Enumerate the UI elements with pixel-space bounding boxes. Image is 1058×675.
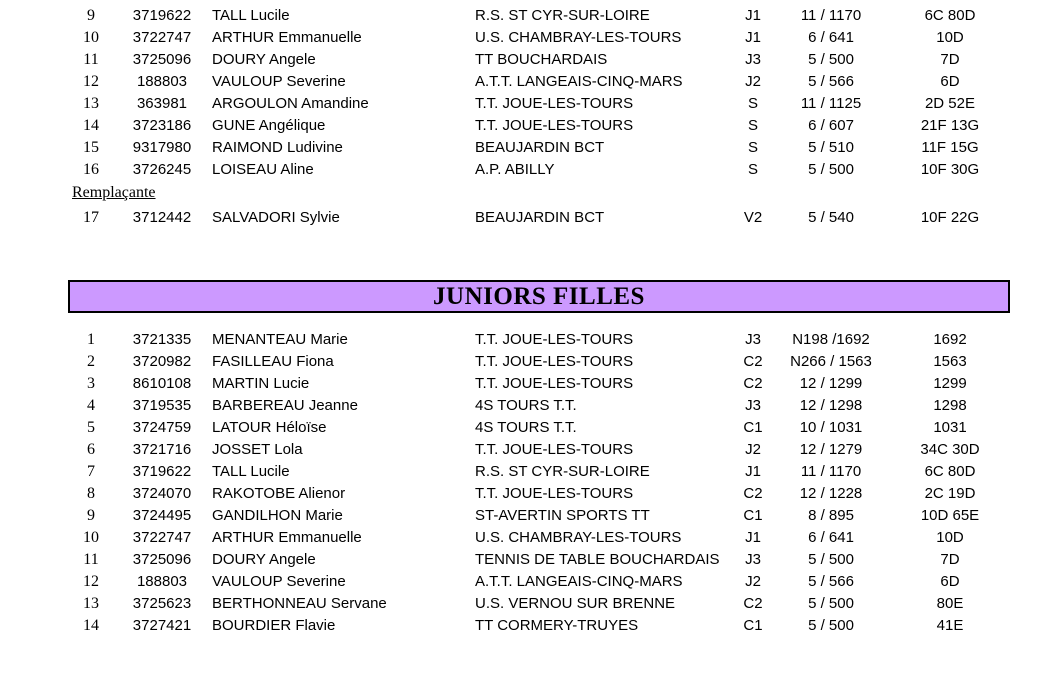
rank-number: 10 [83,529,99,546]
license-number: 8610108 [132,375,192,392]
rank-number: 7 [87,463,95,480]
player-name: RAIMOND Ludivine [212,139,343,156]
result: 1692 [933,331,967,348]
result: 10D 65E [920,507,980,524]
points: 5 / 510 [808,139,854,156]
player-name: FASILLEAU Fiona [212,353,334,370]
license-number: 188803 [136,73,188,90]
category: J3 [745,551,761,568]
points: 5 / 566 [808,73,854,90]
points: 6 / 641 [808,529,854,546]
category: C1 [743,419,763,436]
result: 10F 22G [920,209,980,226]
license-number: 3719622 [132,7,192,24]
club-name: T.T. JOUE-LES-TOURS [475,441,634,458]
table-row [0,5,1058,27]
table-row [0,93,1058,115]
player-name: BERTHONNEAU Servane [212,595,387,612]
points: 5 / 500 [808,551,854,568]
license-number: 3712442 [132,209,192,226]
license-number: 3726245 [132,161,192,178]
result: 1298 [933,397,967,414]
club-name: U.S. CHAMBRAY-LES-TOURS [475,529,682,546]
table-row [0,115,1058,137]
result: 21F 13G [920,117,980,134]
player-name: LOISEAU Aline [212,161,314,178]
rank-number: 8 [87,485,95,502]
player-name: RAKOTOBE Alienor [212,485,346,502]
license-number: 3722747 [132,29,192,46]
category: C1 [743,617,763,634]
player-name: LATOUR Héloïse [212,419,327,436]
category: J3 [745,331,761,348]
points: 5 / 500 [808,161,854,178]
table-row [0,49,1058,71]
table-row [0,159,1058,181]
rank-number: 2 [87,353,95,370]
club-name: A.T.T. LANGEAIS-CINQ-MARS [475,73,683,90]
result: 10D [936,529,964,546]
table-row [0,395,1058,417]
replacement-row [0,207,1058,229]
result: 80E [936,595,964,612]
rank-number: 4 [87,397,95,414]
category: S [747,117,758,134]
rank-number: 12 [83,573,99,590]
category: J1 [745,7,761,24]
license-number: 3719622 [132,463,192,480]
license-number: 3725096 [132,51,192,68]
category: J2 [745,573,761,590]
rank-number: 3 [87,375,95,392]
result: 1031 [933,419,967,436]
category: J1 [745,29,761,46]
club-name: R.S. ST CYR-SUR-LOIRE [475,7,650,24]
club-name: TENNIS DE TABLE BOUCHARDAIS [475,551,720,568]
club-name: T.T. JOUE-LES-TOURS [475,485,634,502]
club-name: TT CORMERY-TRUYES [475,617,639,634]
category: J3 [745,51,761,68]
points: 10 / 1031 [799,419,863,436]
table-row [0,505,1058,527]
result: 6C 80D [924,463,976,480]
result: 7D [940,51,960,68]
points: N266 / 1563 [790,353,872,370]
club-name: 4S TOURS T.T. [475,419,577,436]
rank-number: 6 [87,441,95,458]
points: 6 / 607 [808,117,854,134]
player-name: BARBEREAU Jeanne [212,397,358,414]
result: 2C 19D [924,485,976,502]
license-number: 3721335 [132,331,192,348]
player-name: ARGOULON Amandine [212,95,369,112]
category: S [747,139,758,156]
points: 11 / 1125 [800,95,862,112]
result: 2D 52E [924,95,976,112]
license-number: 3722747 [132,529,192,546]
table-row [0,549,1058,571]
rank-number: 5 [87,419,95,436]
result: 6D [940,73,960,90]
table-row [0,461,1058,483]
table-row [0,27,1058,49]
rank-number: 12 [83,73,99,90]
club-name: T.T. JOUE-LES-TOURS [475,331,634,348]
rank-number: 9 [87,7,95,24]
table-row [0,593,1058,615]
license-number: 3719535 [132,397,192,414]
points: 11 / 1170 [800,7,862,24]
rank-number: 10 [83,29,99,46]
result: 7D [940,551,960,568]
table-row [0,527,1058,549]
rank-number: 13 [83,595,99,612]
club-name: ST-AVERTIN SPORTS TT [475,507,650,524]
rank-number: 17 [83,209,99,226]
table-row [0,483,1058,505]
player-name: DOURY Angele [212,51,316,68]
club-name: BEAUJARDIN BCT [475,139,605,156]
club-name: 4S TOURS T.T. [475,397,577,414]
license-number: 3724070 [132,485,192,502]
category: J2 [745,73,761,90]
result: 10D [936,29,964,46]
club-name: U.S. VERNOU SUR BRENNE [475,595,676,612]
rank-number: 13 [83,95,99,112]
table-row [0,71,1058,93]
rank-number: 11 [83,551,99,568]
license-number: 3724759 [132,419,192,436]
table-row [0,329,1058,351]
license-number: 3727421 [132,617,192,634]
points: 5 / 566 [808,573,854,590]
license-number: 363981 [136,95,188,112]
player-name: BOURDIER Flavie [212,617,336,634]
category: J1 [745,463,761,480]
category: V2 [743,209,763,226]
table-row [0,417,1058,439]
club-name: T.T. JOUE-LES-TOURS [475,353,634,370]
rank-number: 14 [83,117,99,134]
table-row [0,137,1058,159]
club-name: T.T. JOUE-LES-TOURS [475,117,634,134]
player-name: SALVADORI Sylvie [212,209,340,226]
table-row [0,373,1058,395]
result: 11F 15G [921,139,979,156]
club-name: A.P. ABILLY [475,161,555,178]
player-name: VAULOUP Severine [212,573,346,590]
points: 5 / 500 [808,617,854,634]
player-name: GANDILHON Marie [212,507,343,524]
points: N198 /1692 [792,331,870,348]
points: 6 / 641 [808,29,854,46]
category: C2 [743,353,763,370]
player-name: TALL Lucile [212,463,290,480]
rank-number: 14 [83,617,99,634]
license-number: 3720982 [132,353,192,370]
license-number: 3725096 [132,551,192,568]
license-number: 188803 [136,573,188,590]
player-name: JOSSET Lola [212,441,303,458]
points: 12 / 1228 [799,485,863,502]
rank-number: 11 [83,51,99,68]
club-name: R.S. ST CYR-SUR-LOIRE [475,463,650,480]
license-number: 3724495 [132,507,192,524]
license-number: 3723186 [132,117,192,134]
category: S [747,95,758,112]
points: 5 / 540 [808,209,854,226]
club-name: TT BOUCHARDAIS [475,51,608,68]
club-name: U.S. CHAMBRAY-LES-TOURS [475,29,682,46]
rank-number: 16 [83,161,99,178]
category: C2 [743,485,763,502]
points: 11 / 1170 [800,463,862,480]
category: J1 [745,529,761,546]
player-name: MENANTEAU Marie [212,331,348,348]
player-name: ARTHUR Emmanuelle [212,529,362,546]
club-name: BEAUJARDIN BCT [475,209,605,226]
points: 5 / 500 [808,595,854,612]
replacement-heading: Remplaçante [72,184,156,201]
points: 5 / 500 [808,51,854,68]
section-title: JUNIORS FILLES [433,283,645,310]
points: 12 / 1298 [799,397,863,414]
player-name: TALL Lucile [212,7,290,24]
points: 8 / 895 [808,507,854,524]
license-number: 9317980 [132,139,192,156]
player-name: ARTHUR Emmanuelle [212,29,362,46]
player-name: GUNE Angélique [212,117,326,134]
player-name: VAULOUP Severine [212,73,346,90]
table-row [0,351,1058,373]
category: C2 [743,375,763,392]
club-name: A.T.T. LANGEAIS-CINQ-MARS [475,573,683,590]
points: 12 / 1299 [799,375,863,392]
license-number: 3721716 [132,441,192,458]
table-row [0,571,1058,593]
rank-number: 1 [87,331,95,348]
points: 12 / 1279 [799,441,863,458]
result: 34C 30D [920,441,980,458]
result: 1563 [933,353,967,370]
table-row [0,615,1058,637]
license-number: 3725623 [132,595,192,612]
result: 41E [936,617,964,634]
rank-number: 9 [87,507,95,524]
category: J3 [745,397,761,414]
club-name: T.T. JOUE-LES-TOURS [475,95,634,112]
category: C2 [743,595,763,612]
category: S [747,161,758,178]
result: 6D [940,573,960,590]
category: J2 [745,441,761,458]
result: 1299 [933,375,967,392]
club-name: T.T. JOUE-LES-TOURS [475,375,634,392]
result: 10F 30G [920,161,980,178]
table-row [0,439,1058,461]
category: C1 [743,507,763,524]
section-header-band [68,280,1010,313]
player-name: DOURY Angele [212,551,316,568]
rank-number: 15 [83,139,99,156]
result: 6C 80D [924,7,976,24]
player-name: MARTIN Lucie [212,375,310,392]
